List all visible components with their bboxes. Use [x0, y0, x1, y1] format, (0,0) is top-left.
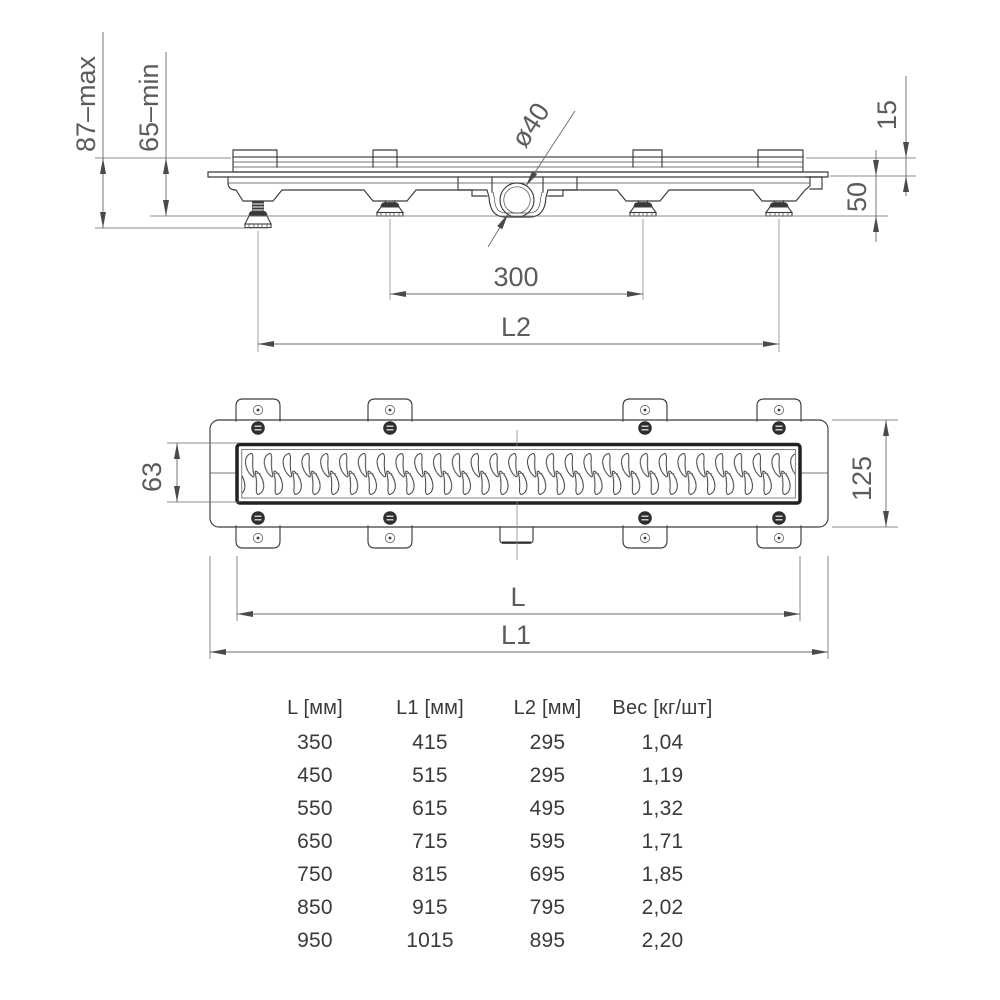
- table-cell: 450: [297, 763, 333, 787]
- dim-label-63: 63: [137, 461, 167, 492]
- table-cell: 750: [297, 862, 333, 886]
- table-cell: 350: [297, 730, 333, 754]
- table-cell: 950: [297, 928, 333, 952]
- table-cell: 415: [412, 730, 448, 754]
- dim-label-L1: L1: [500, 620, 532, 650]
- wave-grate-pattern: [242, 450, 795, 498]
- table-row: [270, 858, 730, 891]
- table-cell: 550: [297, 796, 333, 820]
- side-view-dimensions: [71, 32, 916, 352]
- table-cell: 595: [529, 829, 566, 853]
- table-cell: 915: [412, 895, 448, 919]
- table-cell: 695: [529, 862, 566, 886]
- table-cell: 2,20: [641, 928, 684, 952]
- size-table-header-row: [270, 696, 730, 720]
- table-row: [270, 891, 730, 924]
- table-cell: 1,04: [641, 730, 684, 754]
- dim-label-50: 50: [842, 181, 872, 212]
- dim-label-L2: L2: [500, 312, 532, 342]
- table-cell: 715: [412, 829, 448, 853]
- table-cell: 1015: [406, 928, 454, 952]
- dim-label-15: 15: [872, 99, 902, 130]
- table-cell: 495: [529, 796, 566, 820]
- table-cell: 2,02: [641, 895, 684, 919]
- table-header-weight: Вес [кг/шт]: [612, 696, 713, 719]
- table-row: [270, 825, 730, 858]
- table-row: [270, 726, 730, 759]
- table-cell: 1,19: [641, 763, 684, 787]
- table-cell: 1,32: [641, 796, 684, 820]
- table-cell: 1,85: [641, 862, 684, 886]
- table-cell: 515: [412, 763, 448, 787]
- table-cell: 295: [529, 763, 566, 787]
- table-header-l: L [мм]: [287, 696, 343, 719]
- table-cell: 795: [529, 895, 566, 919]
- table-cell: 815: [412, 862, 448, 886]
- adjustable-foot: [630, 203, 656, 217]
- adjustable-foot-extended: [245, 201, 271, 228]
- table-row: [270, 759, 730, 792]
- dim-label-L: L: [510, 582, 526, 612]
- table-header-l1: L1 [мм]: [396, 696, 464, 719]
- dim-label-diameter: ø40: [505, 97, 556, 153]
- table-cell: 615: [412, 796, 448, 820]
- dim-label-87max: 87–max: [71, 55, 101, 152]
- table-row: [270, 792, 730, 825]
- table-cell: 850: [297, 895, 333, 919]
- adjustable-foot: [377, 203, 403, 217]
- dim-label-125: 125: [847, 455, 877, 501]
- adjustable-foot: [766, 203, 792, 217]
- dim-label-300: 300: [493, 262, 539, 292]
- table-cell: 895: [529, 928, 566, 952]
- table-header-l2: L2 [мм]: [513, 696, 582, 719]
- table-row: [270, 924, 730, 957]
- table-cell: 650: [297, 829, 333, 853]
- top-view-drawing: [210, 399, 828, 560]
- table-cell: 295: [529, 730, 566, 754]
- table-cell: 1,71: [641, 829, 684, 853]
- size-table: [270, 696, 730, 957]
- dim-label-65min: 65–min: [134, 63, 164, 152]
